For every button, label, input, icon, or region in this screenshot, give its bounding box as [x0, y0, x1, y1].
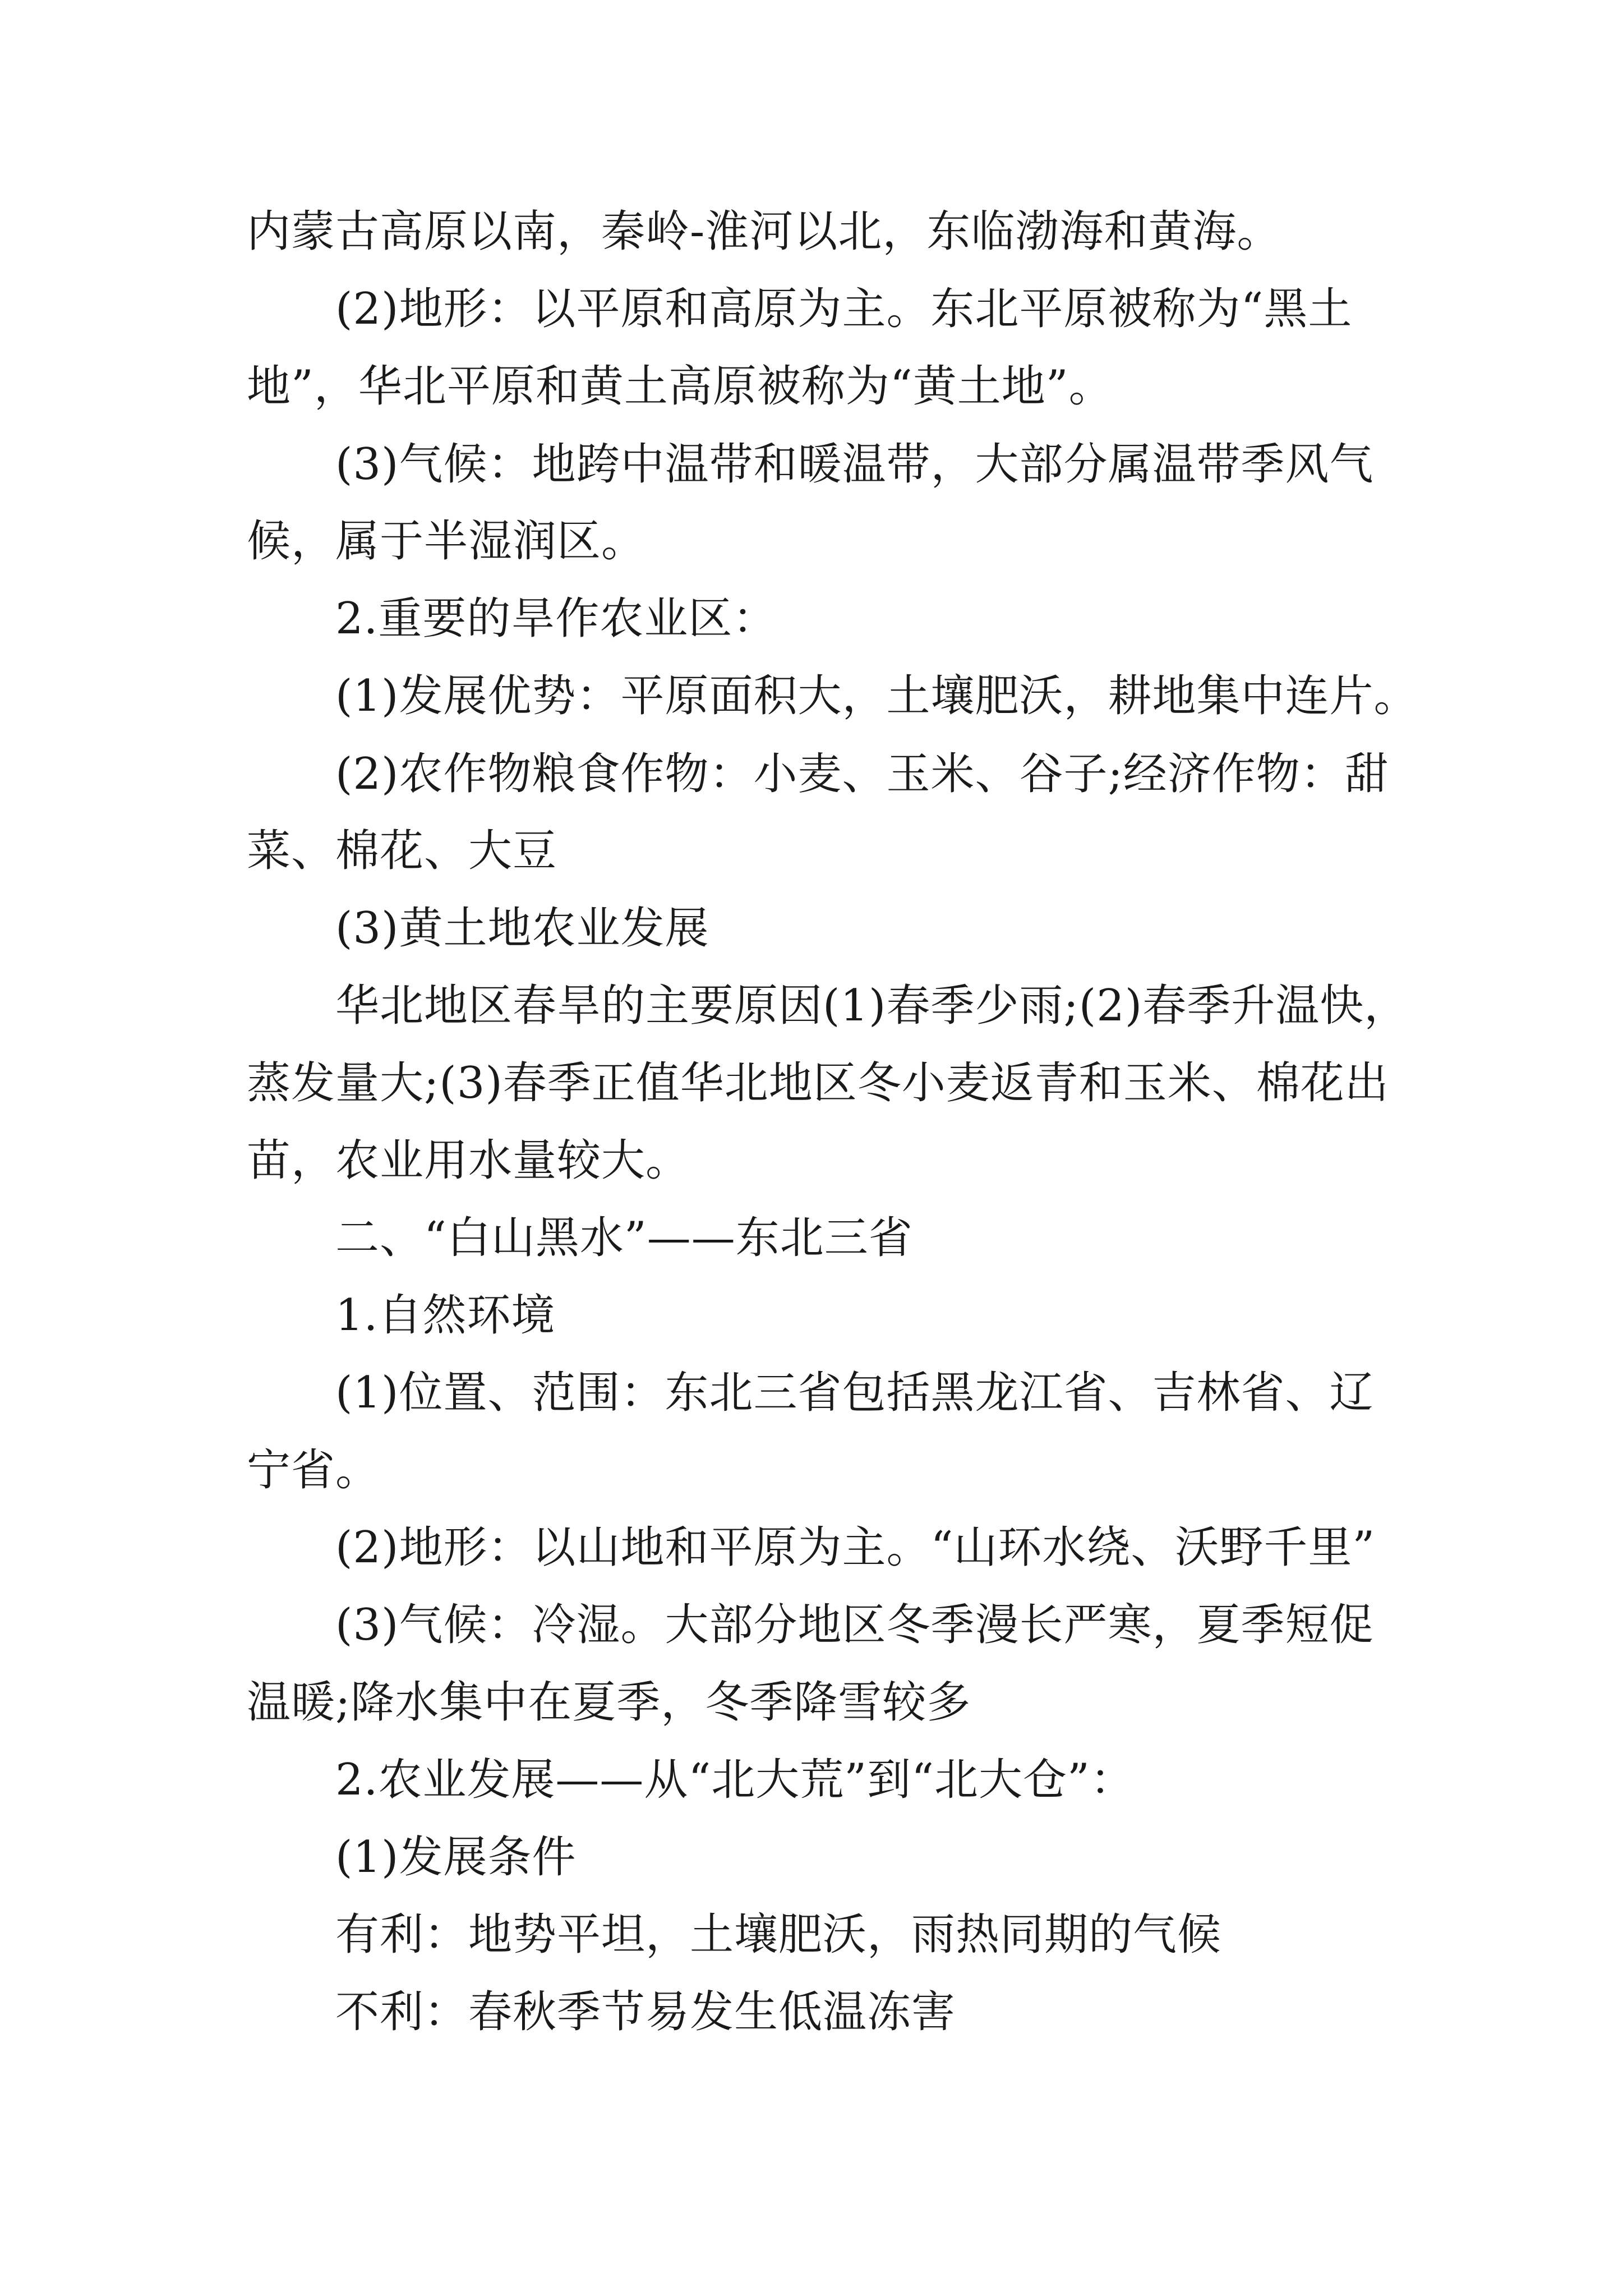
- text-line: 蒸发量大;(3)春季正值华北地区冬小麦返青和玉米、棉花出: [247, 1058, 1389, 1108]
- text-line: 内蒙古高原以南，秦岭-淮河以北，东临渤海和黄海。: [247, 206, 1281, 257]
- text-line: 苗，农业用水量较大。: [247, 1135, 690, 1186]
- text-line: 温暖;降水集中在夏季，冬季降雪较多: [247, 1677, 971, 1728]
- text-line: 候，属于半湿润区。: [247, 516, 646, 567]
- text-line: (2)地形：以山地和平原为主。“山环水绕、沃野千里”: [335, 1522, 1376, 1573]
- text-line: (2)地形：以平原和高原为主。东北平原被称为“黑土: [335, 284, 1353, 334]
- text-line: 菜、棉花、大豆: [247, 826, 557, 876]
- text-line: 2.农业发展——从“北大荒”到“北大仓”：: [335, 1755, 1135, 1805]
- text-line: 二、“白山黑水”——东北三省: [335, 1213, 913, 1263]
- text-line: (3)黄土地农业发展: [335, 903, 709, 954]
- text-line: 1.自然环境: [335, 1290, 556, 1341]
- text-line: 有利：地势平坦，土壤肥沃，雨热同期的气候: [335, 1910, 1222, 1960]
- text-line: (3)气候：冷湿。大部分地区冬季漫长严寒，夏季短促: [335, 1600, 1374, 1650]
- text-line: (2)农作物粮食作物：小麦、玉米、谷子;经济作物：甜: [335, 749, 1389, 799]
- text-line: (1)位置、范围：东北三省包括黑龙江省、吉林省、辽: [335, 1368, 1374, 1418]
- text-line: 地”，华北平原和黄土高原被称为“黄土地”。: [247, 361, 1113, 412]
- text-line: (3)气候：地跨中温带和暖温带，大部分属温带季风气: [335, 439, 1374, 490]
- text-line: 不利：春秋季节易发生低温冻害: [335, 1987, 956, 2037]
- text-line: (1)发展条件: [335, 1832, 577, 1883]
- text-line: (1)发展优势：平原面积大，土壤肥沃，耕地集中连片。: [335, 671, 1418, 721]
- text-line: 华北地区春旱的主要原因(1)春季少雨;(2)春季升温快，: [335, 981, 1409, 1031]
- text-line: 宁省。: [247, 1445, 380, 1496]
- text-line: 2.重要的旱作农业区：: [335, 593, 777, 644]
